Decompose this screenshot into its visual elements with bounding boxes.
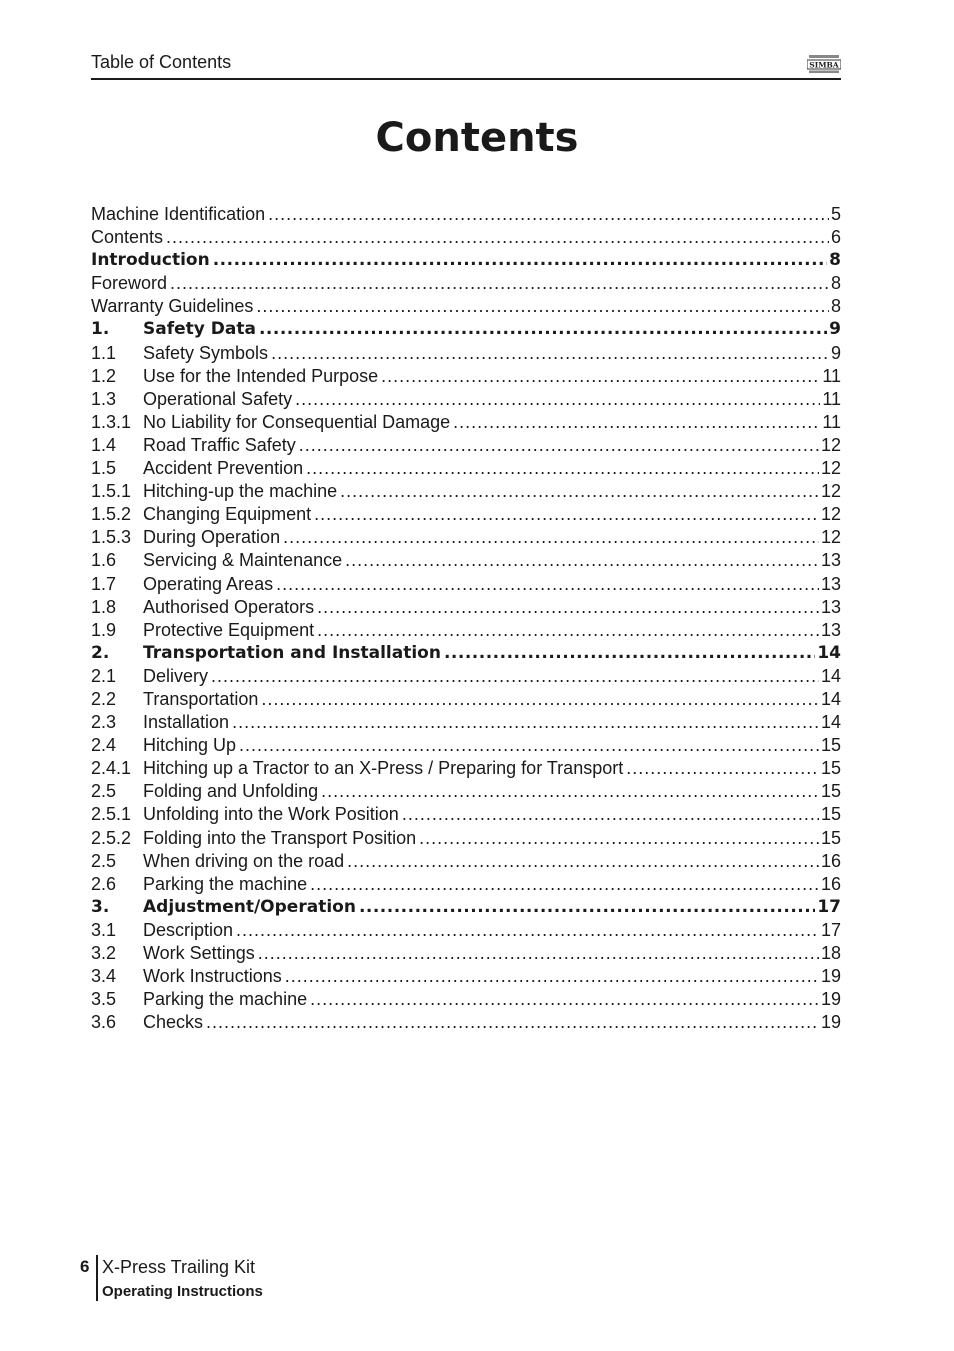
toc-entry[interactable]	[91, 709, 841, 732]
toc-entry-page: 17	[817, 896, 841, 917]
toc-entry[interactable]	[91, 824, 841, 847]
toc-entry-label: Parking the machine	[143, 989, 308, 1010]
toc-entry-number: 2.4.1	[91, 758, 132, 779]
toc-entry-number: 2.3	[91, 712, 117, 733]
toc-dot-leader	[239, 735, 819, 755]
toc-dot-leader	[310, 874, 819, 894]
toc-dot-leader	[314, 504, 819, 524]
toc-entry-label: Work Instructions	[143, 966, 282, 987]
toc-entry-page: 15	[820, 827, 841, 848]
toc-entry-number: 3.5	[91, 989, 117, 1010]
toc-entry-number: 1.	[91, 319, 110, 340]
toc-entry-number: 1.4	[91, 434, 117, 455]
toc-entry-page: 15	[820, 758, 841, 779]
toc-entry[interactable]	[91, 686, 841, 709]
toc-entry-label: Changing Equipment	[143, 504, 312, 525]
toc-entry-number: 2.2	[91, 688, 117, 709]
toc-entry-number: 2.5.2	[91, 827, 132, 848]
toc-entry-label: Transportation	[143, 688, 259, 709]
toc-entry-page: 11	[822, 411, 841, 432]
toc-dot-leader	[299, 435, 819, 455]
toc-entry-number: 2.5	[91, 781, 117, 802]
toc-entry-page: 13	[820, 573, 841, 594]
toc-entry-label: Parking the machine	[143, 873, 308, 894]
toc-entry[interactable]	[91, 224, 841, 247]
toc-entry[interactable]	[91, 871, 841, 894]
toc-dot-leader	[345, 550, 819, 570]
toc-entry[interactable]	[91, 963, 841, 986]
toc-entry-page: 13	[820, 619, 841, 640]
toc-entry[interactable]	[91, 848, 841, 871]
toc-entry-page: 6	[830, 227, 841, 248]
toc-dot-leader	[359, 897, 815, 917]
toc-dot-leader	[256, 296, 829, 316]
toc-entry-label: Contents	[91, 227, 164, 248]
toc-entry[interactable]	[91, 524, 841, 547]
toc-entry-page: 11	[822, 388, 841, 409]
toc-entry-number: 1.3	[91, 388, 117, 409]
toc-entry-page: 16	[820, 850, 841, 871]
toc-entry-number: 1.9	[91, 619, 117, 640]
toc-entry-page: 5	[830, 204, 841, 224]
toc-entry-number: 3.4	[91, 966, 117, 987]
toc-entry-page: 13	[820, 596, 841, 617]
toc-entry-label: Unfolding into the Work Position	[143, 804, 399, 825]
toc-entry-number: 1.2	[91, 365, 117, 386]
footer-subtitle: Operating Instructions	[102, 1283, 263, 1300]
toc-entry-page: 12	[820, 434, 841, 455]
toc-entry[interactable]	[91, 594, 841, 617]
footer-page-number: 6	[80, 1257, 90, 1276]
toc-entry-number: 1.5	[91, 458, 117, 479]
toc-entry-label: Operating Areas	[143, 573, 274, 594]
toc-dot-leader	[236, 920, 819, 940]
toc-entry-label: Operational Safety	[143, 388, 293, 409]
toc-entry-label: Hitching up a Tractor to an X-Press / Preparing for Transport	[143, 758, 624, 779]
toc-entry-number: 1.8	[91, 596, 117, 617]
toc-entry-page: 14	[820, 712, 841, 733]
toc-entry-label: Description	[143, 919, 234, 940]
toc-entry-page: 9	[829, 319, 841, 340]
toc-entry-page: 11	[822, 365, 841, 386]
toc-entry[interactable]	[91, 894, 841, 917]
toc-entry-label: Folding and Unfolding	[143, 781, 319, 802]
toc-entry[interactable]	[91, 917, 841, 940]
toc-entry-number: 1.5.3	[91, 527, 132, 548]
toc-dot-leader	[347, 851, 819, 871]
toc-entry-page: 8	[830, 273, 841, 294]
toc-entry-label: Folding into the Transport Position	[143, 827, 417, 848]
toc-dot-leader	[170, 273, 829, 293]
toc-entry-label: Warranty Guidelines	[91, 296, 254, 317]
toc-entry-label: Adjustment/Operation	[143, 896, 356, 917]
toc-entry-number: 2.4	[91, 735, 117, 756]
toc-entry-page: 8	[829, 250, 841, 271]
toc-entry-page: 14	[817, 642, 841, 663]
toc-dot-leader	[276, 574, 819, 594]
toc-dot-leader	[206, 1012, 819, 1032]
toc-dot-leader	[317, 620, 819, 640]
toc-entry[interactable]	[91, 1009, 841, 1032]
header-title: Table of Contents	[91, 52, 232, 72]
page-header	[91, 50, 841, 80]
toc-entry-page: 16	[820, 873, 841, 894]
table-of-contents	[91, 196, 841, 1032]
toc-entry[interactable]	[91, 986, 841, 1009]
toc-entry[interactable]	[91, 617, 841, 640]
toc-entry-page: 14	[820, 688, 841, 709]
toc-entry-label: No Liability for Consequential Damage	[143, 411, 451, 432]
toc-entry-label: Installation	[143, 712, 230, 733]
toc-entry-label: Accident Prevention	[143, 458, 304, 479]
toc-dot-leader	[453, 412, 820, 432]
toc-entry[interactable]	[91, 778, 841, 801]
toc-entry[interactable]	[91, 316, 841, 339]
toc-dot-leader	[258, 943, 819, 963]
toc-entry[interactable]	[91, 409, 841, 432]
toc-entry-label: Safety Symbols	[143, 342, 269, 363]
toc-dot-leader	[259, 319, 827, 339]
toc-entry-number: 2.	[91, 642, 110, 663]
toc-entry[interactable]	[91, 270, 841, 293]
toc-entry-page: 12	[820, 458, 841, 479]
toc-entry-number: 1.5.2	[91, 504, 132, 525]
toc-entry-number: 3.6	[91, 1012, 117, 1033]
toc-entry[interactable]	[91, 755, 841, 778]
toc-entry-label: Hitching-up the machine	[143, 481, 338, 502]
toc-dot-leader	[261, 689, 819, 709]
toc-entry[interactable]	[91, 386, 841, 409]
footer-divider	[96, 1255, 98, 1301]
toc-entry-number: 3.1	[91, 919, 117, 940]
toc-entry-label: Hitching Up	[143, 735, 237, 756]
toc-dot-leader	[213, 250, 827, 270]
toc-entry[interactable]	[91, 478, 841, 501]
toc-entry-label: Protective Equipment	[143, 619, 315, 640]
toc-entry-number: 2.5.1	[91, 804, 132, 825]
toc-entry[interactable]	[91, 363, 841, 386]
toc-entry-number: 2.1	[91, 665, 117, 686]
toc-entry-label: During Operation	[143, 527, 281, 548]
toc-entry-label: Checks	[143, 1012, 204, 1033]
toc-entry-number: 3.2	[91, 943, 117, 963]
toc-entry-page: 8	[830, 296, 841, 317]
toc-entry-page: 12	[820, 504, 841, 525]
toc-dot-leader	[283, 527, 819, 547]
toc-dot-leader	[381, 366, 820, 386]
toc-dot-leader	[295, 389, 820, 409]
toc-entry-label: Transportation and Installation	[143, 642, 441, 663]
toc-entry[interactable]	[91, 801, 841, 824]
toc-entry-number: 1.3.1	[91, 411, 132, 432]
toc-entry-label: When driving on the road	[143, 850, 345, 871]
toc-entry-number: 3.	[91, 896, 110, 917]
toc-dot-leader	[271, 343, 829, 363]
toc-entry-page: 15	[820, 735, 841, 756]
toc-entry-page: 15	[820, 781, 841, 802]
toc-entry-number: 1.7	[91, 573, 117, 594]
toc-entry-label: Servicing & Maintenance	[143, 550, 343, 571]
toc-entry[interactable]	[91, 732, 841, 755]
toc-dot-leader	[321, 781, 819, 801]
toc-dot-leader	[306, 458, 819, 478]
toc-entry-page: 12	[820, 481, 841, 502]
toc-entry-page: 18	[820, 943, 841, 963]
toc-entry-label: Work Settings	[143, 943, 255, 963]
toc-entry[interactable]	[91, 196, 841, 224]
toc-dot-leader	[402, 804, 819, 824]
toc-entry-number: 1.6	[91, 550, 117, 571]
toc-entry-label: Use for the Intended Purpose	[143, 365, 379, 386]
toc-dot-leader	[626, 758, 819, 778]
toc-dot-leader	[285, 966, 819, 986]
toc-dot-leader	[419, 828, 819, 848]
toc-entry-page: 9	[830, 342, 841, 363]
toc-dot-leader	[340, 481, 819, 501]
toc-entry-label: Machine Identification	[91, 204, 266, 224]
toc-dot-leader	[211, 666, 819, 686]
toc-entry[interactable]	[91, 547, 841, 570]
toc-entry-page: 17	[820, 919, 841, 940]
toc-entry[interactable]	[91, 247, 841, 270]
toc-entry[interactable]	[91, 501, 841, 524]
toc-entry[interactable]	[91, 432, 841, 455]
toc-entry-label: Safety Data	[143, 319, 256, 340]
toc-entry-page: 12	[820, 527, 841, 548]
toc-entry[interactable]	[91, 293, 841, 316]
toc-dot-leader	[232, 712, 819, 732]
toc-entry-page: 19	[820, 989, 841, 1010]
toc-entry-page: 19	[820, 966, 841, 987]
toc-dot-leader	[310, 989, 819, 1009]
toc-entry-page: 13	[820, 550, 841, 571]
simba-logo-icon	[807, 54, 841, 74]
toc-entry-label: Introduction	[91, 250, 210, 271]
toc-entry-page: 14	[820, 665, 841, 686]
toc-entry-number: 1.1	[91, 342, 117, 363]
toc-entry[interactable]	[91, 663, 841, 686]
toc-dot-leader	[166, 227, 829, 247]
toc-dot-leader	[317, 597, 819, 617]
toc-entry[interactable]	[91, 570, 841, 593]
toc-entry[interactable]	[91, 339, 841, 362]
toc-entry-label: Delivery	[143, 665, 209, 686]
page-title: Contents	[375, 115, 579, 161]
toc-entry-label: Foreword	[91, 273, 168, 294]
toc-dot-leader	[268, 204, 829, 224]
toc-entry-number: 2.5	[91, 850, 117, 871]
toc-entry-label: Road Traffic Safety	[143, 434, 296, 455]
toc-entry[interactable]	[91, 455, 841, 478]
toc-entry[interactable]	[91, 640, 841, 663]
toc-dot-leader	[444, 643, 815, 663]
toc-entry-number: 2.6	[91, 873, 117, 894]
logo-text: SIMBA	[809, 60, 839, 70]
footer-title: X-Press Trailing Kit	[102, 1257, 256, 1277]
toc-entry-number: 1.5.1	[91, 481, 132, 502]
toc-entry-label: Authorised Operators	[143, 596, 315, 617]
toc-entry[interactable]	[91, 940, 841, 963]
toc-entry-page: 15	[820, 804, 841, 825]
toc-entry-page: 19	[820, 1012, 841, 1033]
